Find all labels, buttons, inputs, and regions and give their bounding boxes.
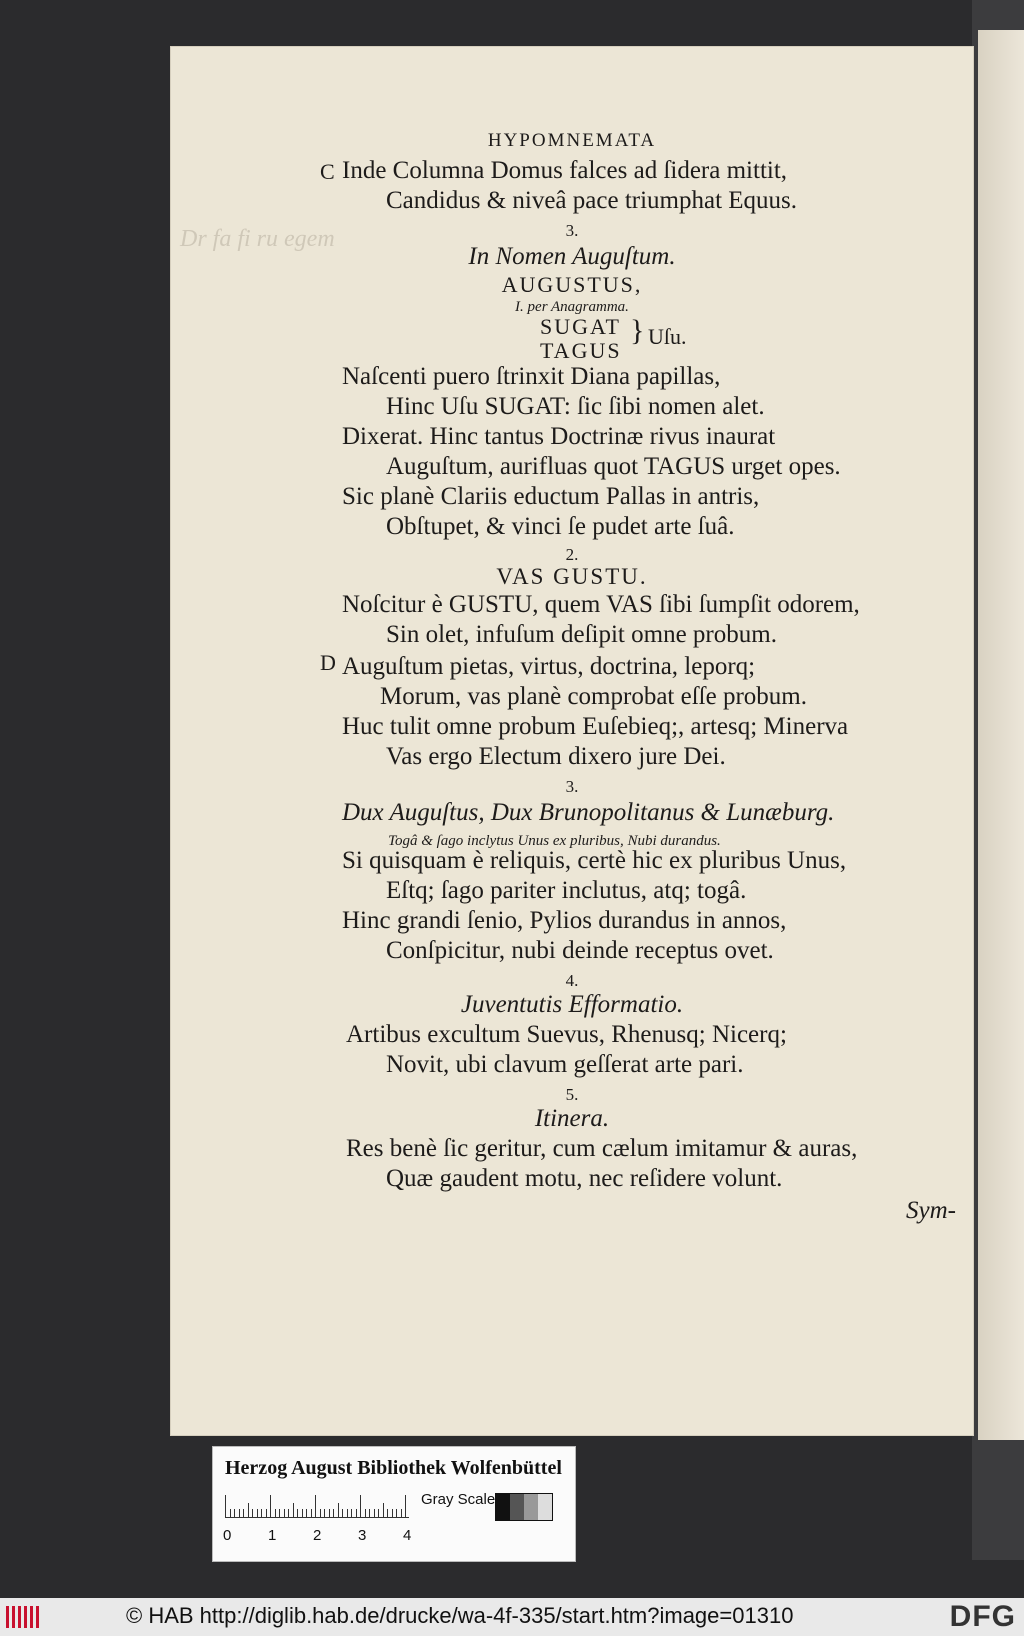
ruler-tick bbox=[279, 1509, 280, 1517]
anagram-word: SUGAT bbox=[540, 314, 621, 339]
section-number: 5. bbox=[565, 1085, 579, 1104]
ruler-tick bbox=[401, 1509, 402, 1517]
ruler-tick bbox=[347, 1509, 348, 1517]
ruler-tick bbox=[270, 1495, 271, 1517]
running-header: HYPOMNEMATA bbox=[487, 130, 657, 151]
bleed-through-text: Dr fa fi ru egem bbox=[180, 226, 335, 252]
verse-line: Dixerat. Hinc tantus Doctrinæ rivus inaurat bbox=[342, 423, 776, 450]
section-title: Itinera. bbox=[534, 1105, 610, 1132]
ruler-tick bbox=[284, 1509, 285, 1517]
anagram-word: TAGUS bbox=[540, 338, 622, 363]
library-name: Herzog August Bibliothek Wolfenbüttel bbox=[225, 1457, 562, 1479]
ruler-tick bbox=[374, 1509, 375, 1517]
verse-line: Naſcenti puero ſtrinxit Diana papillas, bbox=[342, 363, 721, 390]
ruler-tick bbox=[252, 1509, 253, 1517]
ruler-tick bbox=[275, 1509, 276, 1517]
ruler-tick bbox=[365, 1509, 366, 1517]
section-title: Dux Auguſtus, Dux Brunopolitanus & Lunæburg. bbox=[342, 799, 835, 826]
ruler-tick bbox=[266, 1509, 267, 1517]
verse-line: Hinc Uſu SUGAT: ſic ſibi nomen alet. bbox=[386, 393, 765, 420]
ruler-tick bbox=[248, 1503, 249, 1517]
ruler-tick bbox=[239, 1509, 240, 1517]
ruler-tick bbox=[392, 1509, 393, 1517]
gray-scale-label: Gray Scale bbox=[421, 1491, 496, 1508]
verse-line: Eſtq; ſago pariter inclutus, atq; togâ. bbox=[386, 877, 747, 904]
ruler-number: 0 bbox=[223, 1527, 232, 1544]
verse-line: Hinc grandi ſenio, Pylios durandus in annos, bbox=[342, 907, 787, 934]
name-heading: AUGUSTUS, bbox=[501, 272, 643, 297]
section-subtitle: Togâ & ſago inclytus Unus ex pluribus, Nubi durandus. bbox=[388, 833, 721, 849]
verse-line: Huc tulit omne probum Euſebieq;, artesq; Minerva bbox=[342, 713, 849, 740]
ruler-tick bbox=[333, 1509, 334, 1517]
ruler-tick bbox=[311, 1509, 312, 1517]
ruler-tick bbox=[405, 1495, 406, 1517]
ruler-tick bbox=[356, 1509, 357, 1517]
section-number: 4. bbox=[565, 971, 579, 990]
section-title: Juventutis Efformatio. bbox=[460, 991, 684, 1018]
ruler-tick bbox=[315, 1495, 316, 1517]
anagram-result: Uſu. bbox=[648, 324, 687, 349]
verse-line: Conſpicitur, nubi deinde receptus ovet. bbox=[386, 937, 774, 964]
ruler-tick bbox=[288, 1509, 289, 1517]
ruler-tick bbox=[387, 1509, 388, 1517]
ruler bbox=[225, 1493, 409, 1518]
verse-line: Morum, vas planè comprobat eſſe probum. bbox=[380, 683, 807, 710]
gray-scale-swatches bbox=[495, 1493, 553, 1521]
ruler-tick bbox=[302, 1509, 303, 1517]
verse-line: Obſtupet, & vinci ſe pudet arte ſuâ. bbox=[386, 513, 735, 540]
section-title: In Nomen Auguſtum. bbox=[468, 243, 676, 270]
copyright-url[interactable]: © HAB http://diglib.hab.de/drucke/wa-4f-335/start.htm?image=01310 bbox=[126, 1603, 794, 1628]
verse-line: Sic planè Clariis eductum Pallas in antris, bbox=[342, 483, 760, 510]
ruler-tick bbox=[360, 1495, 361, 1517]
margin-marker-c: C bbox=[320, 159, 335, 184]
ruler-number: 3 bbox=[358, 1527, 367, 1544]
verse-line: Noſcitur è GUSTU, quem VAS ſibi ſumpſit odorem, bbox=[342, 591, 860, 618]
section-number: 3. bbox=[565, 221, 579, 240]
verse-line: Quæ gaudent motu, nec reſidere volunt. bbox=[386, 1165, 783, 1192]
book-page bbox=[170, 46, 974, 1436]
section-title: VAS GUSTU. bbox=[496, 564, 648, 589]
brace-icon: } bbox=[630, 314, 645, 347]
ruler-tick bbox=[324, 1509, 325, 1517]
verse-line: Si quisquam è reliquis, certè hic ex pluribus Unus, bbox=[342, 847, 847, 874]
verse-line: Novit, ubi clavum geſſerat arte pari. bbox=[386, 1051, 744, 1078]
footer-bar bbox=[0, 1598, 1024, 1636]
verse-line: Auguſtum, aurifluas quot TAGUS urget opes. bbox=[386, 453, 841, 480]
section-number: 2. bbox=[565, 545, 579, 564]
ruler-tick bbox=[225, 1495, 226, 1517]
section-number: 3. bbox=[565, 777, 579, 796]
ruler-tick bbox=[378, 1509, 379, 1517]
ruler-tick bbox=[230, 1509, 231, 1517]
verse-line: Sin olet, infuſum deſipit omne probum. bbox=[386, 621, 777, 648]
ruler-tick bbox=[329, 1509, 330, 1517]
ruler-tick bbox=[234, 1509, 235, 1517]
verse-line: Vas ergo Electum dixero jure Dei. bbox=[386, 743, 726, 770]
catchword: Sym- bbox=[906, 1197, 956, 1224]
ruler-tick bbox=[306, 1509, 307, 1517]
dfg-logo: DFG bbox=[949, 1600, 1016, 1633]
verse-line: Artibus excultum Suevus, Rhenusq; Nicerq; bbox=[346, 1021, 787, 1048]
ruler-tick bbox=[351, 1509, 352, 1517]
ruler-tick bbox=[297, 1509, 298, 1517]
ruler-tick bbox=[261, 1509, 262, 1517]
ruler-tick bbox=[243, 1509, 244, 1517]
margin-marker-d: D bbox=[320, 650, 336, 675]
ruler-tick bbox=[257, 1509, 258, 1517]
ruler-tick bbox=[338, 1503, 339, 1517]
verse-line: Candidus & niveâ pace triumphat Equus. bbox=[386, 187, 798, 214]
ruler-tick bbox=[396, 1509, 397, 1517]
ruler-number: 2 bbox=[313, 1527, 322, 1544]
anagram-label: I. per Anagramma. bbox=[515, 299, 629, 315]
ruler-tick bbox=[320, 1509, 321, 1517]
ruler-tick bbox=[383, 1503, 384, 1517]
ruler-number: 1 bbox=[268, 1527, 277, 1544]
ruler-tick bbox=[293, 1503, 294, 1517]
verse-line: Auguſtum pietas, virtus, doctrina, leporq; bbox=[342, 653, 756, 680]
verse-line: Res benè ſic geritur, cum cælum imitamur & auras, bbox=[346, 1135, 858, 1162]
color-scale-card bbox=[212, 1446, 576, 1562]
ruler-tick bbox=[369, 1509, 370, 1517]
next-page-edge bbox=[978, 30, 1024, 1440]
hab-logo-icon bbox=[6, 1602, 46, 1632]
verse-line: Inde Columna Domus falces ad ſidera mittit, bbox=[342, 157, 788, 184]
ruler-tick bbox=[342, 1509, 343, 1517]
ruler-number: 4 bbox=[403, 1527, 412, 1544]
